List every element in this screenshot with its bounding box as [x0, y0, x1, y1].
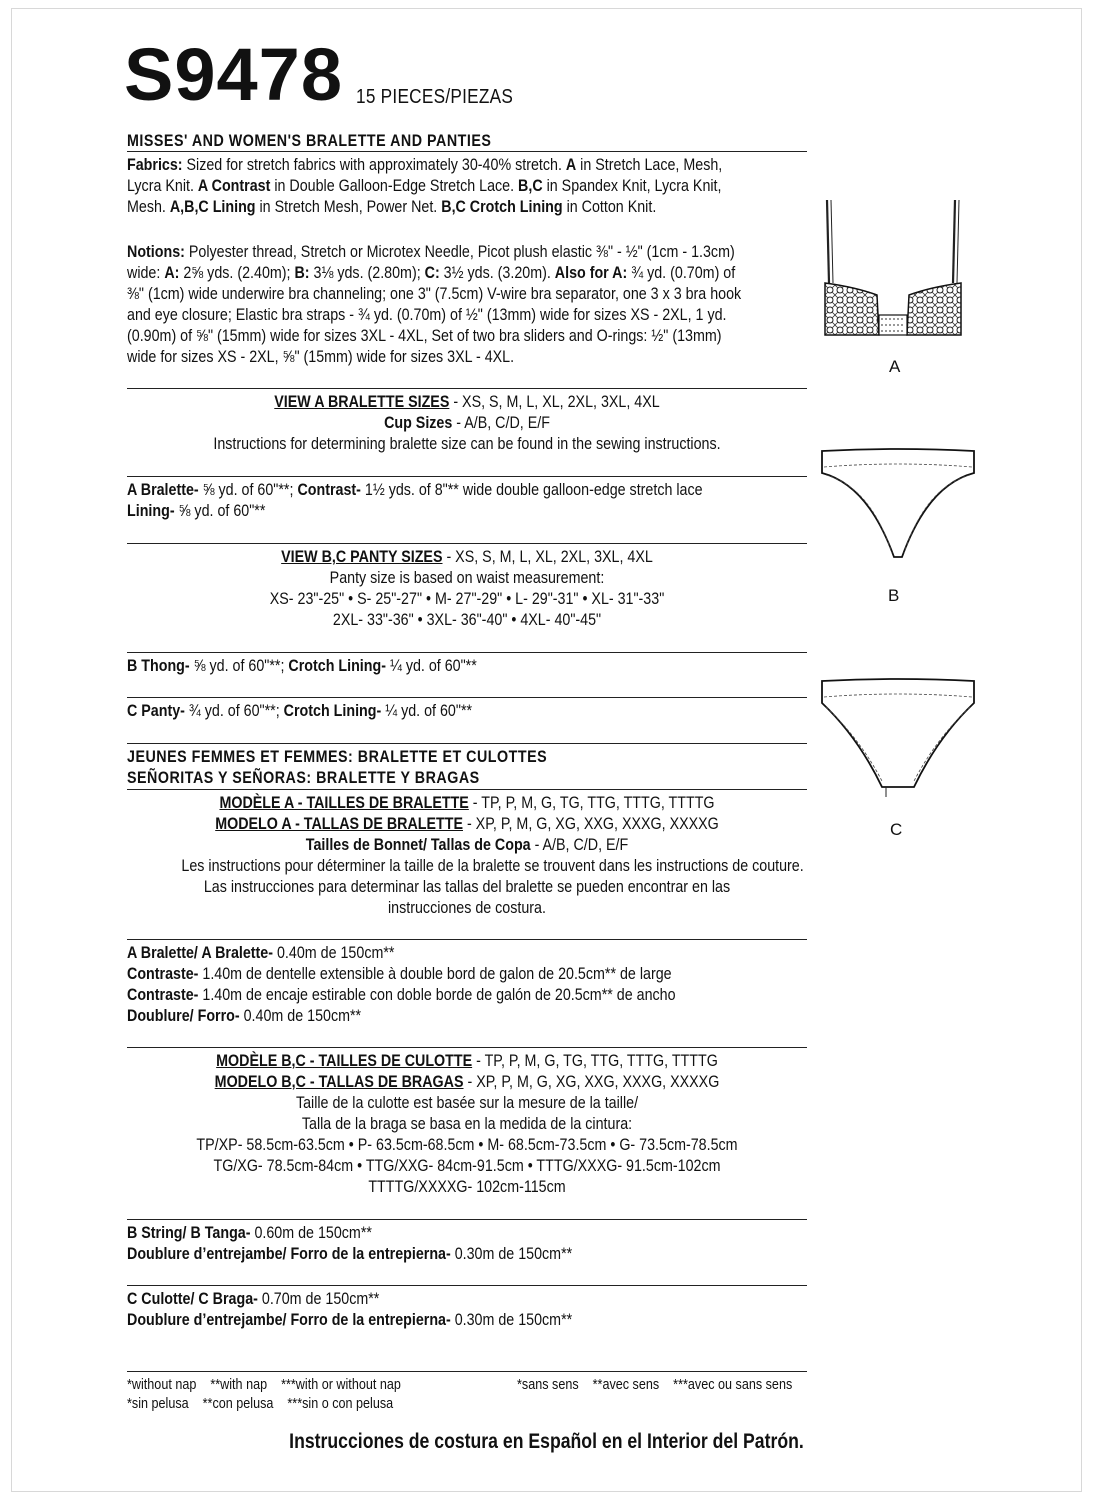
view-b-yardage: B Thong- ⅝ yd. of 60"**; Crotch Lining- ¼ yd. of 60"** — [127, 656, 477, 675]
divider — [127, 789, 807, 790]
title-en: MISSES' AND WOMEN'S BRALETTE AND PANTIES — [127, 131, 492, 150]
divider — [127, 1047, 807, 1048]
view-label-b: B — [888, 586, 900, 605]
piece-count: 15 PIECES/PIEZAS — [356, 86, 514, 108]
view-bc-sizes: VIEW B,C PANTY SIZES - XS, S, M, L, XL, 2XL, 3XL, 4XL Panty size is based on waist measurement: XS- 23"-25" • S- 25"-27" • M- 27"-29" • L- 29"-31" • XL- 31"-33" 2XL- 33"-36" • 3XL- 36"-40" • 4XL- 40"-45" — [269, 547, 665, 629]
view-c-yardage-fr-es: C Culotte/ C Braga- 0.70m de 150cm** Doublure d’entrejambe/ Forro de la entrepierna- 0.30m de 150cm** — [127, 1289, 573, 1329]
view-label-a: A — [889, 357, 901, 376]
view-a-sizes: VIEW A BRALETTE SIZES - XS, S, M, L, XL, 2XL, 3XL, 4XL Cup Sizes - A/B, C/D, E/F Instructions for determining bralette size can be found in the sewing instructions. — [213, 392, 721, 453]
view-a-yardage-fr-es: A Bralette/ A Bralette- 0.40m de 150cm** Contraste- 1.40m de dentelle extensible à double bord de galon de 20.5cm** de large Contraste- 1.40m de encaje estirable con doble borde de galón de 20.5cm** de ancho Doublure/ Forro- 0.40m de 150cm** — [127, 943, 676, 1025]
footnotes-fr: *sans sens **avec sens ***avec ou sans sens — [517, 1376, 793, 1393]
view-bc-sizes-fr-es: MODÈLE B,C - TAILLES DE CULOTTE - TP, P, M, G, TG, TTG, TTTG, TTTTG MODELO B,C - TALLAS DE BRAGAS - XP, P, M, G, XG, XXG, XXXG, XXXXG Taille de la culotte est basée sur la mesure de la taille/ Talla de la braga se basa en la medida de la cintura: TP/XP- 58.5cm-63.5cm • P- 63.5cm-68.5cm • M- 68.5cm-73.5cm • G- 73.5cm-78.5cm TG/XG- 78.5cm-84cm • TTG/XXG- 84cm-91.5cm • TTTG/XXXG- 91.5cm-102cm TTTTG/XXXXG- 102cm-115cm — [196, 1051, 738, 1196]
view-c-yardage: C Panty- ¾ yd. of 60"**; Crotch Lining- ¼ yd. of 60"** — [127, 701, 473, 720]
divider — [127, 743, 807, 744]
pattern-number: S9478 — [124, 33, 343, 116]
divider — [127, 1285, 807, 1286]
divider — [127, 1219, 807, 1220]
divider — [127, 543, 807, 544]
footnotes: *without nap **with nap ***with or without nap *sin pelusa **con pelusa ***sin o con pelusa — [127, 1376, 401, 1412]
divider — [127, 939, 807, 940]
view-a-sizes-fr-es: MODÈLE A - TAILLES DE BRALETTE - TP, P, M, G, TG, TTG, TTTG, TTTTG MODELO A - TALLAS DE BRALETTE - XP, P, M, G, XG, XXG, XXXG, XXXXG Tailles de Bonnet/ Tallas de Copa - A/B, C/D, E/F Les instructions pour déterminer la taille de la bralette se trouvent dans les instructions de couture. Las instrucciones para determinar las tallas del bralette se pueden encontrar en las instrucciones de costura. — [181, 793, 804, 917]
spanish-instructions-note: Instrucciones de costura en Español en el Interior del Patrón. — [289, 1430, 804, 1453]
divider — [127, 1371, 807, 1372]
divider — [127, 388, 807, 389]
view-a-yardage: A Bralette- ⅝ yd. of 60"**; Contrast- 1½ yds. of 8"** wide double galloon-edge stretch lace Lining- ⅝ yd. of 60"** — [127, 480, 703, 520]
divider — [127, 476, 807, 477]
divider — [127, 697, 807, 698]
view-c-panty-sketch — [818, 675, 978, 800]
view-a-bralette-sketch — [815, 195, 975, 355]
view-b-thong-sketch — [818, 445, 978, 565]
title-fr-es: JEUNES FEMMES ET FEMMES: BRALETTE ET CULOTTES SEÑORITAS Y SEÑORAS: BRALETTE Y BRAGAS — [127, 747, 548, 787]
notions-block: Notions: Polyester thread, Stretch or Microtex Needle, Picot plush elastic ⅜" - ½" (1cm - 1.3cm) wide: A: 2⅝ yds. (2.40m); B: 3⅛ yds. (2.80m); C: 3½ yds. (3.20m). Also for A: ¾ yd. (0.70m) of ⅜" (1cm) wide underwire bra channeling; one 3" (7.5cm) V-wire bra separator, one 3 x 3 bra hook and eye closure; Elastic bra straps - ¾ yd. (0.70m) of ½" (13mm) wide for sizes XS - 2XL, 1 yd. (0.90m) of ⅝" (15mm) wide for sizes 3XL - 4XL, Set of two bra sliders and O-rings: ½" (13mm) wide for sizes XS - 2XL, ⅝" (15mm) wide for sizes 3XL - 4XL. — [127, 242, 742, 366]
view-label-c: C — [890, 820, 903, 839]
divider — [127, 151, 807, 152]
fabrics-block: Fabrics: Sized for stretch fabrics with approximately 30-40% stretch. A in Stretch Lace, Mesh, Lycra Knit. A Contrast in Double Galloon-Edge Stretch Lace. B,C in Spandex Knit, Lycra Knit, Mesh. A,B,C Lining in Stretch Mesh, Power Net. B,C Crotch Lining in Cotton Knit. — [127, 155, 723, 216]
view-b-yardage-fr-es: B String/ B Tanga- 0.60m de 150cm** Doublure d’entrejambe/ Forro de la entrepierna- 0.30m de 150cm** — [127, 1223, 573, 1263]
divider — [127, 652, 807, 653]
